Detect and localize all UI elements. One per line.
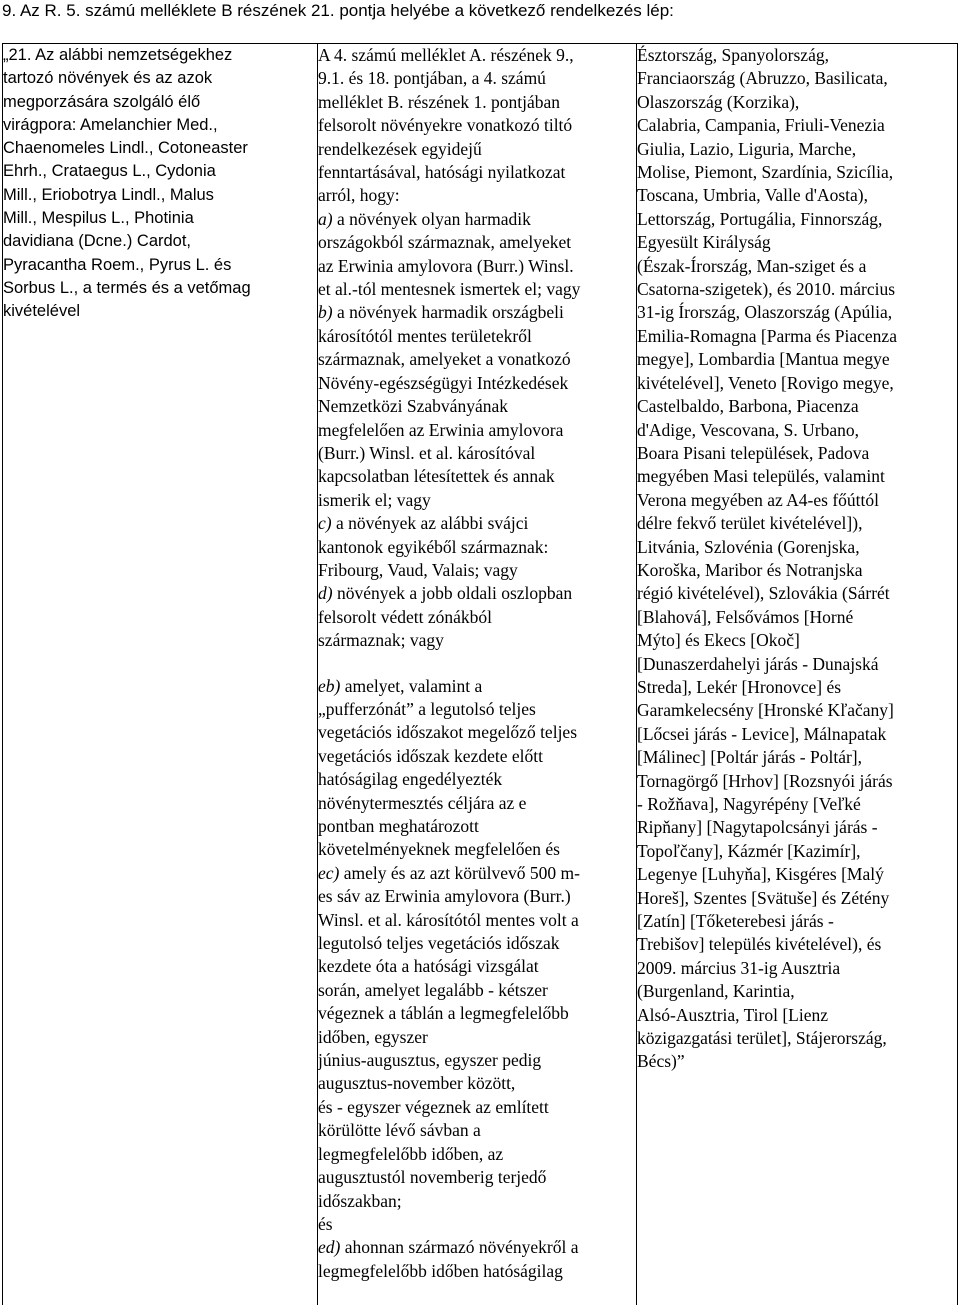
text-line xyxy=(318,1236,636,1259)
text-line: Litvánia, Szlovénia (Gorenjska, xyxy=(637,536,860,557)
text-line: Mill., Mespilus L., Photinia xyxy=(3,209,194,228)
text-line: Castelbaldo, Barbona, Piacenza xyxy=(637,396,859,417)
text-line: Mýto] és Ekecs [Okoč] xyxy=(637,630,800,651)
line-text: időszakban; xyxy=(318,1190,402,1211)
text-line xyxy=(318,1026,636,1049)
plant-genera-cell xyxy=(3,44,318,1305)
text-line: délre fekvő terület kivételével]), xyxy=(637,513,863,534)
text-line xyxy=(318,675,636,698)
line-text: időben, egyszer xyxy=(318,1026,428,1047)
text-line: Boara Pisani települések, Padova xyxy=(637,442,870,463)
line-text: es sáv az Erwinia amylovora (Burr.) xyxy=(318,886,571,907)
line-text: a növények harmadik országbeli xyxy=(332,302,564,323)
line-text: károsítótól mentes területekről xyxy=(318,325,532,346)
line-text: „pufferzónát” a legutolsó teljes xyxy=(318,698,536,719)
text-line xyxy=(318,862,636,885)
text-line: Franciaország (Abruzzo, Basilicata, xyxy=(637,68,888,89)
text-line: (Burgenland, Karintia, xyxy=(637,981,795,1002)
line-text: és - egyszer végeznek az említett xyxy=(318,1096,549,1117)
text-line: megporzására szolgáló élő xyxy=(3,92,201,111)
line-text: legmegfelelőbb időben hatóságilag xyxy=(318,1260,563,1281)
line-text: augusztustól novemberig terjedő xyxy=(318,1167,547,1188)
text-line: Olaszország (Korzika), xyxy=(637,91,800,112)
text-line: Chaenomeles Lindl., Cotoneaster xyxy=(3,139,248,158)
line-text: a növények az alábbi svájci xyxy=(331,513,529,534)
text-line: régió kivételével), Szlovákia (Sárrét xyxy=(637,583,890,604)
text-line xyxy=(318,91,636,114)
text-line xyxy=(318,629,636,652)
line-text: felsorolt növényekre vonatkozó tiltó xyxy=(318,115,573,136)
text-line xyxy=(318,582,636,605)
text-line xyxy=(318,44,636,67)
text-line xyxy=(318,301,636,324)
requirements-cell xyxy=(318,44,637,1305)
line-text: kezdete óta a hatósági vizsgálat xyxy=(318,956,539,977)
text-line xyxy=(318,745,636,768)
text-line: Verona megyében az A4-es főúttól xyxy=(637,489,880,510)
text-line xyxy=(318,838,636,861)
text-line xyxy=(318,465,636,488)
text-line: megyében Masi település, valamint xyxy=(637,466,885,487)
text-line: d'Adige, Vescovana, S. Urbano, xyxy=(637,419,860,440)
text-line: Csatorna-szigetek), és 2010. március xyxy=(637,279,896,300)
line-text: Fribourg, Vaud, Valais; vagy xyxy=(318,559,518,580)
text-line xyxy=(318,325,636,348)
text-line: davidiana (Dcne.) Cardot, xyxy=(3,232,192,251)
line-text: országokból származnak, amelyeket xyxy=(318,232,572,253)
text-line xyxy=(318,1213,636,1236)
item-marker: ec) xyxy=(318,862,340,883)
text-line xyxy=(318,768,636,791)
text-line: 2009. március 31-ig Ausztria xyxy=(637,957,841,978)
text-line xyxy=(318,1190,636,1213)
line-text: (Burr.) Winsl. et al. károsítóval xyxy=(318,442,536,463)
line-text: körülötte lévő sávban a xyxy=(318,1120,481,1141)
text-line: Alsó-Ausztria, Tirol [Lienz xyxy=(637,1004,829,1025)
line-text: származnak, amelyeket a vonatkozó xyxy=(318,349,571,370)
text-line: Egyesült Királyság xyxy=(637,232,771,253)
text-line xyxy=(318,909,636,932)
line-text: ismerik el; vagy xyxy=(318,489,431,510)
line-text: végeznek a táblán a legmegfelelőbb xyxy=(318,1003,569,1024)
line-text: során, amelyet legalább - kétszer xyxy=(318,979,548,1000)
line-text: származnak; vagy xyxy=(318,630,444,651)
line-text: pontban meghatározott xyxy=(318,816,479,836)
line-text: et al.-tól mentesnek ismertek el; vagy xyxy=(318,279,581,300)
text-line xyxy=(318,698,636,721)
text-line: [Málinec] [Poltár járás - Poltár], xyxy=(637,747,862,768)
text-line: Tornagörgő [Hrhov] [Rozsnyói járás xyxy=(637,770,893,791)
protected-zones-cell xyxy=(637,44,958,1305)
text-line: Calabria, Campania, Friuli-Venezia xyxy=(637,115,885,136)
line-text: hatóságilag engedélyezték xyxy=(318,769,503,790)
text-line: kivételével xyxy=(3,302,81,321)
text-line: Mill., Eriobotrya Lindl., Malus xyxy=(3,185,214,204)
line-text: növények a jobb oldali oszlopban xyxy=(332,583,573,604)
regulation-table xyxy=(2,43,958,1305)
line-text: augusztus-november között, xyxy=(318,1073,516,1094)
text-line: Garamkelecsény [Hronské Kľačany] xyxy=(637,700,894,721)
text-line: Topoľčany], Kázmér [Kazimír], xyxy=(637,840,861,861)
line-text: legutolsó teljes vegetációs időszak xyxy=(318,933,560,954)
text-line: Streda], Lekér [Hronovce] és xyxy=(637,676,842,697)
text-line: [Zatín] [Tőketerebesi járás - xyxy=(637,911,834,932)
text-line xyxy=(318,395,636,418)
line-text: kantonok egyikéből származnak: xyxy=(318,536,549,557)
text-line xyxy=(318,161,636,184)
line-text: amely és az azt körülvevő 500 m- xyxy=(339,862,580,883)
line-text: ahonnan származó növényekről a xyxy=(340,1237,579,1258)
text-line: 31-ig Írország, Olaszország (Apúlia, xyxy=(637,302,893,323)
text-line xyxy=(318,536,636,559)
text-line: megye], Lombardia [Mantua megye xyxy=(637,349,890,370)
text-line: (Észak-Írország, Man-sziget és a xyxy=(637,255,867,276)
text-line: [Blahová], Felsővámos [Horné xyxy=(637,606,854,627)
text-line xyxy=(318,979,636,1002)
line-text: arról, hogy: xyxy=(318,185,400,206)
text-line xyxy=(318,955,636,978)
text-line xyxy=(318,792,636,815)
text-line: Sorbus L., a termés és a vetőmag xyxy=(3,278,251,297)
item-marker: a) xyxy=(318,208,333,229)
item-marker: c) xyxy=(318,513,332,534)
text-line: közigazgatási terület], Stájerország, xyxy=(637,1028,887,1049)
text-line: Bécs)” xyxy=(637,1051,685,1072)
text-line xyxy=(318,885,636,908)
text-line: virágpora: Amelanchier Med., xyxy=(3,115,218,134)
plant-genera-text xyxy=(3,44,317,324)
text-line: Horeš], Szentes [Svätuše] és Zétény xyxy=(637,887,890,908)
text-line: Lettország, Portugália, Finnország, xyxy=(637,208,883,229)
line-text: és xyxy=(318,1213,333,1234)
text-line: kivételével], Veneto [Rovigo megye, xyxy=(637,372,894,393)
text-line xyxy=(318,419,636,442)
text-line: Észtország, Spanyolország, xyxy=(637,45,829,65)
line-text: 9.1. és 18. pontjában, a 4. számú xyxy=(318,68,546,89)
line-text: a növények olyan harmadik xyxy=(332,208,531,229)
item-marker: eb) xyxy=(318,675,341,696)
line-text: legmegfelelőbb időben, az xyxy=(318,1143,504,1164)
text-line xyxy=(318,1143,636,1166)
line-text: A 4. számú melléklet A. részének 9., xyxy=(318,45,574,65)
text-line xyxy=(318,1166,636,1189)
line-text: Növény-egészségügyi Intézkedések xyxy=(318,372,569,393)
text-line xyxy=(318,721,636,744)
text-line: Emilia-Romagna [Parma és Piacenza xyxy=(637,325,897,346)
text-line xyxy=(318,278,636,301)
line-text: vegetációs időszakot megelőző teljes xyxy=(318,722,578,743)
text-line xyxy=(318,1119,636,1142)
text-line xyxy=(318,138,636,161)
text-line xyxy=(318,208,636,231)
text-line: - Rožňava], Nagyrépény [Veľké xyxy=(637,794,861,814)
line-text: vegetációs időszak kezdete előtt xyxy=(318,745,543,766)
text-line xyxy=(318,1260,636,1283)
line-text: Winsl. et al. károsítótól mentes volt a xyxy=(318,909,579,930)
text-line xyxy=(318,1002,636,1025)
line-text: megfelelően az Erwinia amylovora xyxy=(318,419,564,440)
text-line xyxy=(318,372,636,395)
text-line xyxy=(318,606,636,629)
line-text: az Erwinia amylovora (Burr.) Winsl. xyxy=(318,255,574,276)
text-line xyxy=(318,815,636,838)
line-text: június-augusztus, egyszer pedig xyxy=(318,1050,542,1071)
text-line: Ehrh., Crataegus L., Cydonia xyxy=(3,162,216,181)
text-line: Ripňany] [Nagytapolcsányi járás - xyxy=(637,817,878,838)
text-line: Trebišov] település kivételével), és xyxy=(637,934,882,955)
text-line xyxy=(318,442,636,465)
requirements-text xyxy=(318,44,636,653)
text-line xyxy=(318,67,636,90)
text-line xyxy=(318,114,636,137)
text-line: Koroška, Maribor és Notranjska xyxy=(637,559,863,580)
text-line xyxy=(318,489,636,512)
line-text: Nemzetközi Szabványának xyxy=(318,396,508,417)
text-line xyxy=(318,1072,636,1095)
text-line xyxy=(318,255,636,278)
line-text: melléklet B. részének 1. pontjában xyxy=(318,91,561,112)
text-line: tartozó növények és az azok xyxy=(3,69,213,88)
text-line xyxy=(318,932,636,955)
text-line: [Dunaszerdahelyi járás - Dunajská xyxy=(637,653,879,674)
text-line: Giulia, Lazio, Liguria, Marche, xyxy=(637,138,857,159)
requirements-text-continued xyxy=(318,675,636,1284)
text-line xyxy=(318,348,636,371)
line-text: amelyet, valamint a xyxy=(340,675,483,696)
text-line: Pyracantha Roem., Pyrus L. és xyxy=(3,255,232,274)
protected-zones-text xyxy=(637,44,957,1074)
text-line xyxy=(318,1049,636,1072)
text-line xyxy=(318,184,636,207)
table-row xyxy=(3,44,958,1305)
line-text: követelményeknek megfelelően és xyxy=(318,839,560,860)
line-text: kapcsolatban létesítettek és annak xyxy=(318,466,555,487)
text-line xyxy=(318,559,636,582)
item-marker: ed) xyxy=(318,1237,341,1258)
text-line xyxy=(318,1096,636,1119)
text-line xyxy=(318,231,636,254)
text-line: Molise, Piemont, Szardínia, Szicília, xyxy=(637,162,894,183)
line-text: növénytermesztés céljára az e xyxy=(318,792,527,813)
item-marker: d) xyxy=(318,583,333,604)
text-line: „21. Az alábbi nemzetségekhez xyxy=(3,46,233,64)
line-text: fenntartásával, hatósági nyilatkozat xyxy=(318,162,566,183)
text-line xyxy=(318,512,636,535)
line-text: rendelkezések egyidejű xyxy=(318,138,482,159)
text-line: Legenye [Luhyňa], Kisgéres [Malý xyxy=(637,864,884,885)
text-line: Toscana, Umbria, Valle d'Aosta), xyxy=(637,185,868,206)
line-text: felsorolt védett zónákból xyxy=(318,606,492,627)
amendment-heading: 9. Az R. 5. számú melléklete B részének 21. pontja helyébe a következő rendelkezés lép: xyxy=(2,1,674,20)
item-marker: b) xyxy=(318,302,333,323)
text-line: [Lőcsei járás - Levice], Málnapatak xyxy=(637,723,887,744)
